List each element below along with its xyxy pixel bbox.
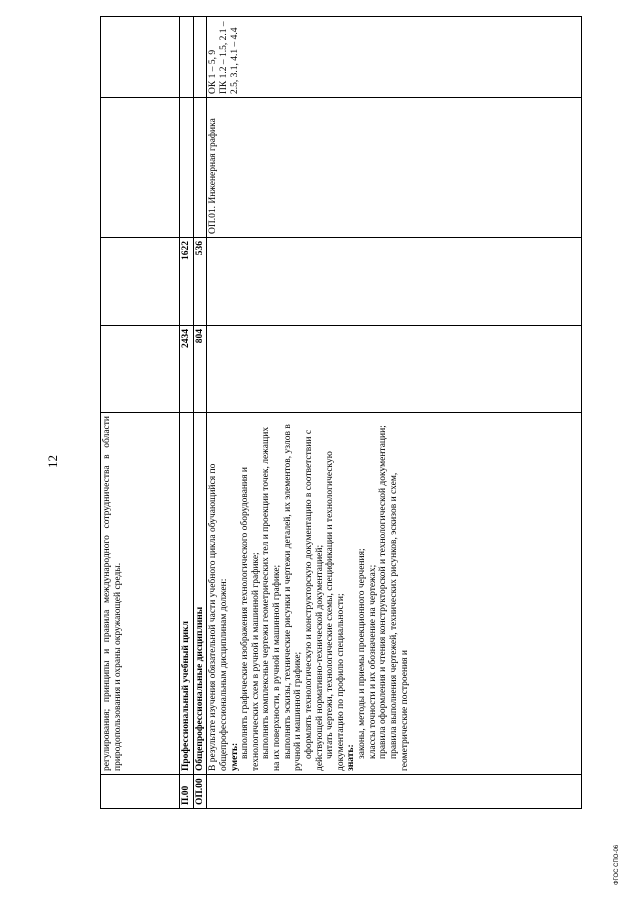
cell-code (101, 775, 180, 809)
table-row (180, 17, 194, 809)
know-label: знать: (346, 744, 357, 771)
cell-code: ОП.00 (193, 775, 207, 809)
list-item: законы, методы и приемы проекционного черчения; (357, 548, 367, 759)
cell-obligatory-load: 1622 (180, 238, 194, 326)
list-item: выполнять графические изображения технологического оборудования и технологических схем в ручной и машинной графике; (240, 467, 261, 771)
cell-code: П.00 (180, 775, 194, 809)
cell-max-load: 804 (193, 326, 207, 413)
list-item: правила оформления и чтения конструкторской и технологической документации; (378, 425, 389, 759)
requirements-intro: В результате изучения обязательной части учебного цикла обучающийся по общепрофессиональным дисциплинам должен: (208, 463, 229, 771)
cell-competencies: ОК 1 – 5, 9 ПК 1.2 – 1.5, 2.1 – 2.5, 3.1, 4.1 – 4.4 (207, 17, 582, 98)
can-label: уметь: (229, 742, 240, 771)
footer-code: ФГОС СПО-06 (614, 844, 620, 885)
curriculum-table (100, 16, 582, 809)
cell-cycle-name: Профессиональный учебный цикл (180, 413, 194, 775)
list-item: выполнять эскизы, технические рисунки и чертежи деталей, их элементов, узлов в ручной и машинной графике; (282, 424, 304, 771)
table-row (193, 17, 207, 809)
list-item: классы точности и их обозначение на чертежах; (367, 564, 378, 759)
table-row (101, 17, 180, 809)
list-item: оформлять технологическую и конструкторскую документацию в соответствии с действующей нормативно-технической документацией; (303, 429, 325, 771)
cell-requirements (207, 413, 582, 775)
list-item: читать чертежи, технологические схемы, спецификации и технологическую документацию по профилю специальности; (325, 451, 346, 771)
table-row (207, 17, 582, 809)
list-item: правила выполнения чертежей, технических рисунков, эскизов и схем, геометрические построения и (388, 472, 410, 771)
page-number: 12 (45, 455, 60, 468)
list-item: выполнять комплексные чертежи геометрических тел и проекции точек, лежащих на их поверхности, в ручной и машинной графике; (261, 426, 282, 771)
cell-cycle-name: Общепрофессиональные дисциплины (193, 413, 207, 775)
cell-intro-text: регулирования; принципы и правила международного сотрудничества в области природопользования и охраны окружающей среды. (101, 413, 180, 775)
cell-discipline: ОП.01. Инженерная графика (207, 98, 582, 238)
cell-obligatory-load: 536 (193, 238, 207, 326)
cell-max-load: 2434 (180, 326, 194, 413)
